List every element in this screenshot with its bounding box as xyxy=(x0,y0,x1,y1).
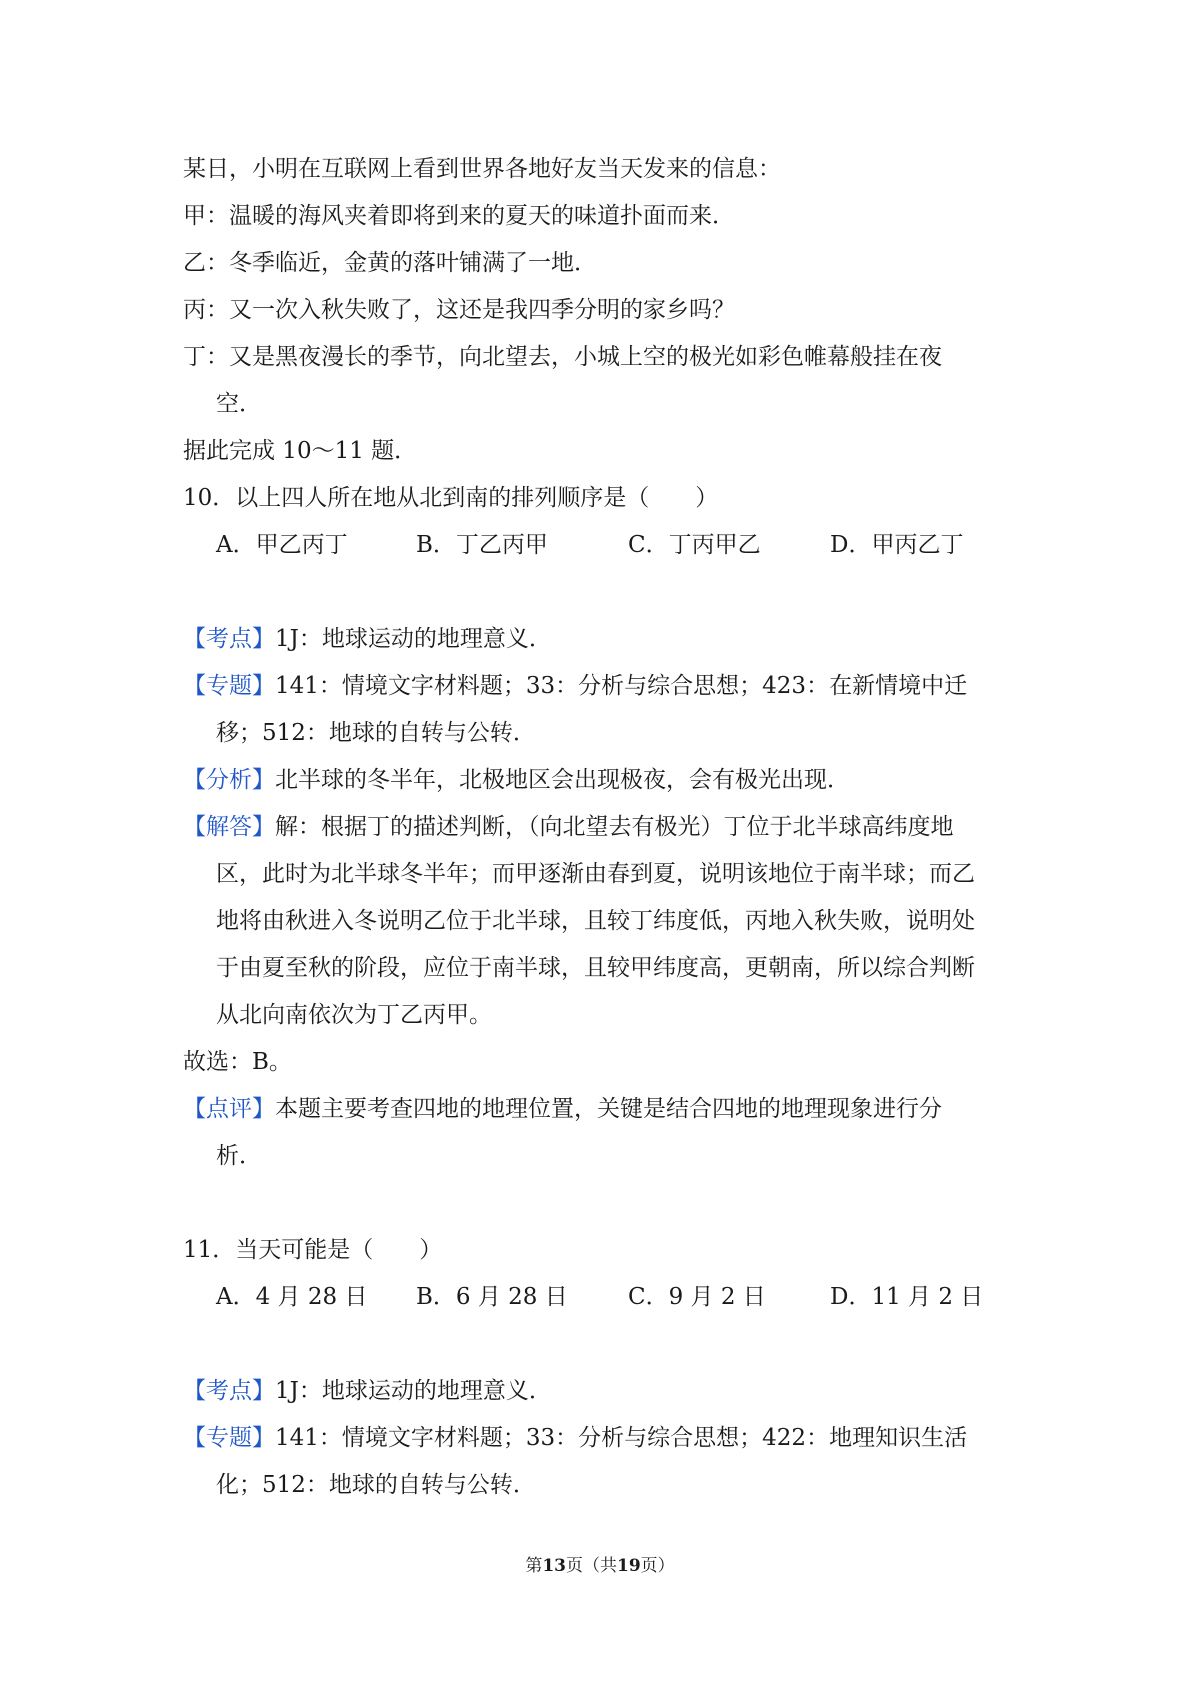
message-jia: 甲：温暖的海风夹着即将到来的夏天的味道扑面而来． xyxy=(183,203,735,229)
footer-page-number: 13 xyxy=(542,1556,566,1576)
footer-prefix: 第 xyxy=(525,1556,543,1576)
spacer xyxy=(183,569,1033,616)
message-bing: 丙：又一次入秋失败了，这还是我四季分明的家乡吗？ xyxy=(183,297,735,323)
intro-lead: 某日，小明在互联网上看到世界各地好友当天发来的信息： xyxy=(183,156,781,182)
q11-zhuanti-line2: 化；512：地球的自转与公转． xyxy=(216,1472,536,1498)
q10-jieda-line2: 区，此时为北半球冬半年；而甲逐渐由春到夏，说明该地位于南半球；而乙 xyxy=(216,861,975,887)
q10-jieda-line3: 地将由秋进入冬说明乙位于北半球，且较丁纬度低，丙地入秋失败，说明处 xyxy=(216,908,975,934)
footer-suffix: 页） xyxy=(640,1556,675,1576)
q11-option-b: B．6 月 28 日 xyxy=(416,1284,568,1310)
q10-answer: 故选：B。 xyxy=(183,1049,292,1075)
spacer xyxy=(183,1180,1033,1227)
q11-option-d: D．11 月 2 日 xyxy=(830,1284,984,1310)
q10-jieda xyxy=(183,804,1033,851)
q10-fenxi-tag: 【分析】 xyxy=(183,767,275,793)
q11-zhuanti xyxy=(183,1415,1033,1462)
q11-zhuanti-text: 141：情境文字材料题；33：分析与综合思想；422：地理知识生活 xyxy=(275,1425,968,1451)
q10-stem: 10．以上四人所在地从北到南的排列顺序是（ ） xyxy=(183,485,719,511)
q10-jieda-line5: 从北向南依次为丁乙丙甲。 xyxy=(216,1002,492,1028)
q11-stem: 11．当天可能是（ ） xyxy=(183,1237,443,1263)
q11-kaodian-tag: 【考点】 xyxy=(183,1378,275,1404)
footer-middle: 页（共 xyxy=(566,1556,617,1576)
q10-zhuanti-text: 141：情境文字材料题；33：分析与综合思想；423：在新情境中迁 xyxy=(275,673,968,699)
q10-dianping xyxy=(183,1086,1033,1133)
q11-kaodian-text: 1J：地球运动的地理意义． xyxy=(275,1378,552,1404)
q10-jieda-tag: 【解答】 xyxy=(183,814,275,840)
q10-fenxi-text: 北半球的冬半年，北极地区会出现极夜，会有极光出现． xyxy=(275,767,850,793)
q10-dianping-line1: 本题主要考查四地的地理位置，关键是结合四地的地理现象进行分 xyxy=(275,1096,942,1122)
q10-kaodian xyxy=(183,616,1033,663)
q10-option-d: D．甲丙乙丁 xyxy=(830,532,964,558)
q10-zhuanti-line2: 移；512：地球的自转与公转． xyxy=(216,720,536,746)
q10-option-c: C．丁丙甲乙 xyxy=(628,532,761,558)
q10-fenxi xyxy=(183,757,1033,804)
q10-options xyxy=(183,522,1033,569)
q10-kaodian-text: 1J：地球运动的地理意义． xyxy=(275,626,552,652)
q10-zhuanti xyxy=(183,663,1033,710)
q10-option-b: B．丁乙丙甲 xyxy=(416,532,548,558)
q11-kaodian xyxy=(183,1368,1033,1415)
footer-total-pages: 19 xyxy=(617,1556,641,1576)
instruction: 据此完成 10～11 题． xyxy=(183,438,418,464)
q10-option-a: A．甲乙丙丁 xyxy=(216,532,348,558)
message-yi: 乙：冬季临近，金黄的落叶铺满了一地． xyxy=(183,250,597,276)
q10-dianping-line2: 析． xyxy=(216,1143,262,1169)
page-content xyxy=(183,146,1033,1509)
q11-option-a: A．4 月 28 日 xyxy=(216,1284,368,1310)
q11-options xyxy=(183,1274,1033,1321)
page-footer xyxy=(0,1553,1200,1579)
q11-zhuanti-tag: 【专题】 xyxy=(183,1425,275,1451)
q11-option-c: C．9 月 2 日 xyxy=(628,1284,766,1310)
spacer xyxy=(183,1321,1033,1368)
q10-jieda-line1: 解：根据丁的描述判断，（向北望去有极光）丁位于北半球高纬度地 xyxy=(275,814,954,840)
q10-kaodian-tag: 【考点】 xyxy=(183,626,275,652)
message-ding-line2: 空． xyxy=(216,391,262,417)
message-ding-line1: 丁：又是黑夜漫长的季节，向北望去，小城上空的极光如彩色帷幕般挂在夜 xyxy=(183,344,942,370)
q10-dianping-tag: 【点评】 xyxy=(183,1096,275,1122)
q10-zhuanti-tag: 【专题】 xyxy=(183,673,275,699)
q10-jieda-line4: 于由夏至秋的阶段，应位于南半球，且较甲纬度高，更朝南，所以综合判断 xyxy=(216,955,975,981)
